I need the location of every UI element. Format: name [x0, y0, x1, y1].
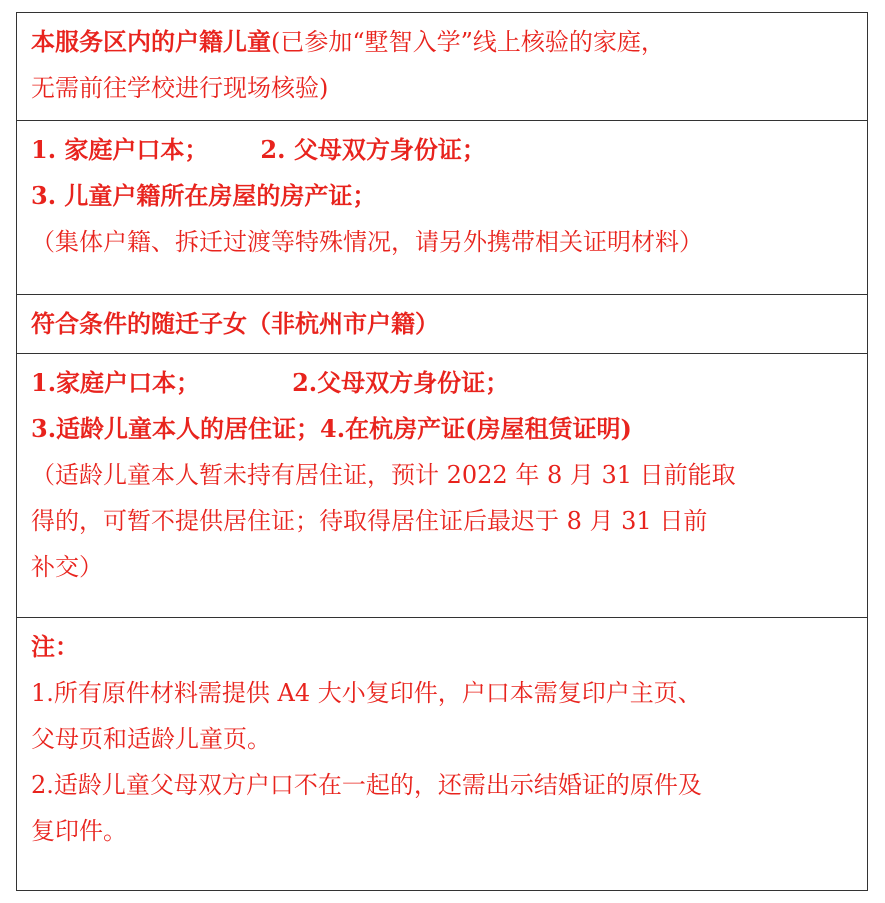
note1-line1: 1.所有原件材料需提供 A4 大小复印件，户口本需复印户主页、 [31, 679, 702, 707]
section-migrant-children [17, 295, 867, 354]
local-docs-special-note: （集体户籍、拆迁过渡等特殊情况，请另外携带相关证明材料） [31, 228, 703, 256]
section-migrant-documents [17, 354, 867, 618]
section-local-note-part1: (已参加“墅智入学”线上核验的家庭， [271, 28, 665, 56]
requirements-table [16, 12, 868, 891]
local-doc-parent-ids: 2. 父母双方身份证； [260, 135, 486, 164]
section-local-title: 本服务区内的户籍儿童 [31, 27, 271, 56]
section-migrant-title: 符合条件的随迁子女（非杭州市户籍） [31, 309, 439, 338]
local-doc-property-certificate: 3. 儿童户籍所在房屋的房产证； [31, 181, 377, 210]
note2-line2: 复印件。 [31, 817, 127, 845]
section-local-line1 [31, 19, 855, 65]
section-local-documents [17, 121, 867, 295]
migrant-docs-note-line1: （适龄儿童本人暂未持有居住证，预计 2022 年 8 月 31 日前能取 [31, 461, 736, 489]
migrant-doc-household-register: 1.家庭户口本； [31, 368, 201, 397]
local-doc-household-register: 1. 家庭户口本； [31, 135, 209, 164]
migrant-doc-residence-property: 3.适龄儿童本人的居住证；4.在杭房产证(房屋租赁证明) [31, 414, 632, 443]
section-notes [17, 618, 867, 890]
section-local-household [17, 13, 867, 121]
migrant-docs-note-line3: 补交） [31, 553, 103, 581]
notes-title: 注： [31, 632, 79, 661]
migrant-doc-parent-ids: 2.父母双方身份证； [292, 368, 510, 397]
local-docs-row1 [31, 127, 855, 173]
migrant-docs-row1 [31, 360, 855, 406]
section-local-note-part2: 无需前往学校进行现场核验) [31, 74, 329, 102]
migrant-docs-note-line2: 得的，可暂不提供居住证；待取得居住证后最迟于 8 月 31 日前 [31, 507, 708, 535]
note1-line2: 父母页和适龄儿童页。 [31, 725, 271, 753]
note2-line1: 2.适龄儿童父母双方户口不在一起的，还需出示结婚证的原件及 [31, 771, 702, 799]
